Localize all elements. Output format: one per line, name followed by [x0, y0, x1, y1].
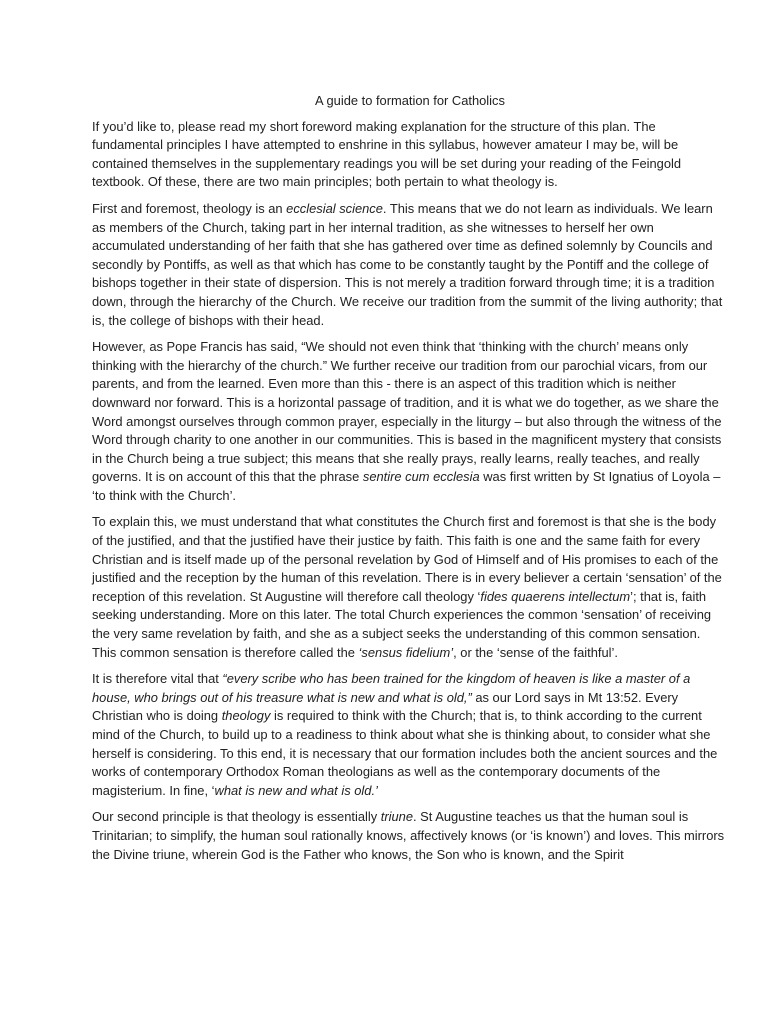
text-run: is required to think with the Church; that is, to think according to the current mind of the Church, to build up to a readiness to think about what she is thinking about, to consider what she herself is considering. To this end, it is necessary that our formation includes both the ancient sources and the works of contemporary Orthodox Roman theologians as well as the contemporary documents of the magisterium. In fine, ‘ — [92, 708, 718, 798]
paragraph — [92, 200, 728, 330]
paragraph — [92, 338, 728, 505]
italic-text-run: ‘sensus fidelium’ — [358, 644, 454, 660]
paragraph — [92, 118, 728, 192]
document-title: A guide to formation for Catholics — [315, 93, 505, 108]
paragraph — [92, 513, 728, 662]
text-run: If you’d like to, please read my short foreword making explanation for the structure of this plan. The fundamental principles I have attempted to enshrine in this syllabus, however amateur I may be, will be contained themselves in the supplementary readings you will be set during your reading of the Feingold textbook. Of these, there are two main principles; both pertain to what theology is. — [92, 118, 682, 190]
text-run: , or the ‘sense of the faithful’. — [453, 644, 618, 660]
italic-text-run: “every scribe who has been trained for the kingdom of heaven is like a master of a house, who brings out of his treasure what is new and what is old,” — [92, 671, 691, 705]
italic-text-run: what is new and what is old.’ — [214, 782, 378, 798]
text-run: To explain this, we must understand that what constitutes the Church first and foremost is that she is the body of the justified, and that the justified have their justice by faith. This faith is one and the same faith for every Christian and is itself made up of the personal revelation by God of Himself and of His promises to each of the justified and the reception by the human of this revelation. There is in every believer a certain ‘sensation’ of the reception of this revelation. St Augustine will therefore call theology ‘ — [92, 514, 722, 604]
text-run: ’; that is, faith seeking understanding. More on this later. The total Church experiences the common ‘sensation’ of receiving the very same revelation by faith, and she as a subject seeks the understanding of this common sensation. This common sensation is therefore called the — [92, 588, 712, 660]
italic-text-run: triune — [380, 809, 414, 825]
italic-text-run: ecclesial science — [286, 200, 383, 216]
text-run: . This means that we do not learn as individuals. We learn as members of the Church, taking part in her internal tradition, as she witnesses to herself her own accumulated understanding of her faith that she has gathered over time as defined solemnly by Councils and secondly by Pontiffs, as well as that which has come to be constantly taught by the Pontiff and the college of bishops together in their state of dispersion. This is not merely a tradition forward through time; it is a tradition down, through the hierarchy of the Church. We receive our tradition from the summit of the living authority; that is, the college of bishops with their head. — [92, 200, 723, 328]
italic-text-run: theology — [221, 708, 271, 724]
text-run: First and foremost, theology is an — [92, 200, 287, 216]
text-run: It is therefore vital that — [92, 671, 223, 687]
text-run: However, as Pope Francis has said, “We should not even think that ‘thinking with the church’ means only thinking with the hierarchy of the church.” We further receive our tradition from our parochial vicars, from our parents, and from the learned. Even more than this - there is an aspect of this tradition which is neither downward nor forward. This is a horizontal passage of tradition, and it is what we do together, as we share the Word amongst ourselves through common prayer, especially in the liturgy – but also through the witness of the Word through charity to one another in our communities. This is based in the magnificent mystery that consists in the Church being a true subject; this means that she really prays, really learns, really teaches, and really governs. It is on account of this that the phrase — [92, 339, 722, 485]
paragraph — [92, 670, 728, 800]
italic-text-run: sentire cum ecclesia — [362, 469, 480, 485]
italic-text-run: fides quaerens intellectum — [480, 588, 631, 604]
text-run: was first written by St Ignatius of Loyola – ‘to think with the Church’. — [92, 469, 721, 503]
text-run: as our Lord says in Mt 13:52. Every Christian who is doing — [92, 689, 679, 724]
text-run: Our second principle is that theology is essentially — [92, 809, 381, 825]
document-body — [92, 118, 728, 865]
paragraph — [92, 808, 728, 864]
text-run: . St Augustine teaches us that the human soul is Trinitarian; to simplify, the human soul rationally knows, affectively knows (or ‘is known’) and loves. This mirrors the Divine triune, wherein God is the Father who knows, the Son who is known, and the Spirit — [92, 809, 725, 862]
